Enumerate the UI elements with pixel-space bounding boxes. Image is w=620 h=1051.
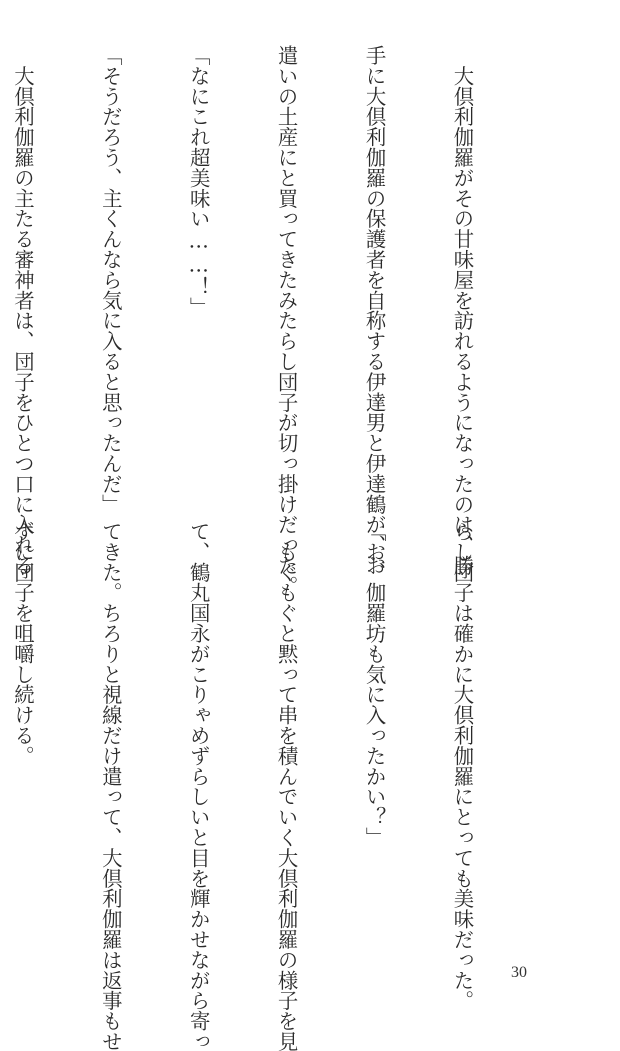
text-line: 手に大倶利伽羅の保護者を自称する伊達男と伊達鶴が、お <box>362 45 387 576</box>
dialogue-line: 「なにこれ超美味い……！」 <box>186 45 211 318</box>
text-line: 大倶利伽羅の主たる審神者は、団子をひとつ口に入れる <box>10 45 35 576</box>
text-line: もぐもぐと黙って串を積んでいく大倶利伽羅の様子を見 <box>274 521 299 1051</box>
text-line: て、鶴丸国永がこりゃめずらしいと目を輝かせながら寄っ <box>186 521 211 1051</box>
dialogue-line: 「そうだろう、主くんなら気に入ると思ったんだ」 <box>98 45 123 515</box>
dialogue-line: 「お、伽羅坊も気に入ったかい？」 <box>362 521 387 848</box>
text-line: 遣いの土産にと買ってきたみたらし団子が切っ掛けだった。 <box>274 45 299 596</box>
text-line: 大倶利伽羅がその甘味屋を訪れるようになったのは、勝 <box>450 45 475 576</box>
text-line: てきた。ちろりと視線だけ遣って、大倶利伽羅は返事もせ <box>98 521 123 1051</box>
text-line: らし団子は確かに大倶利伽羅にとっても美味だった。 <box>450 521 475 1011</box>
page-number: 30 <box>511 964 527 981</box>
text-line: ずに団子を咀嚼し続ける。 <box>10 521 35 766</box>
text-block-top <box>0 45 535 596</box>
